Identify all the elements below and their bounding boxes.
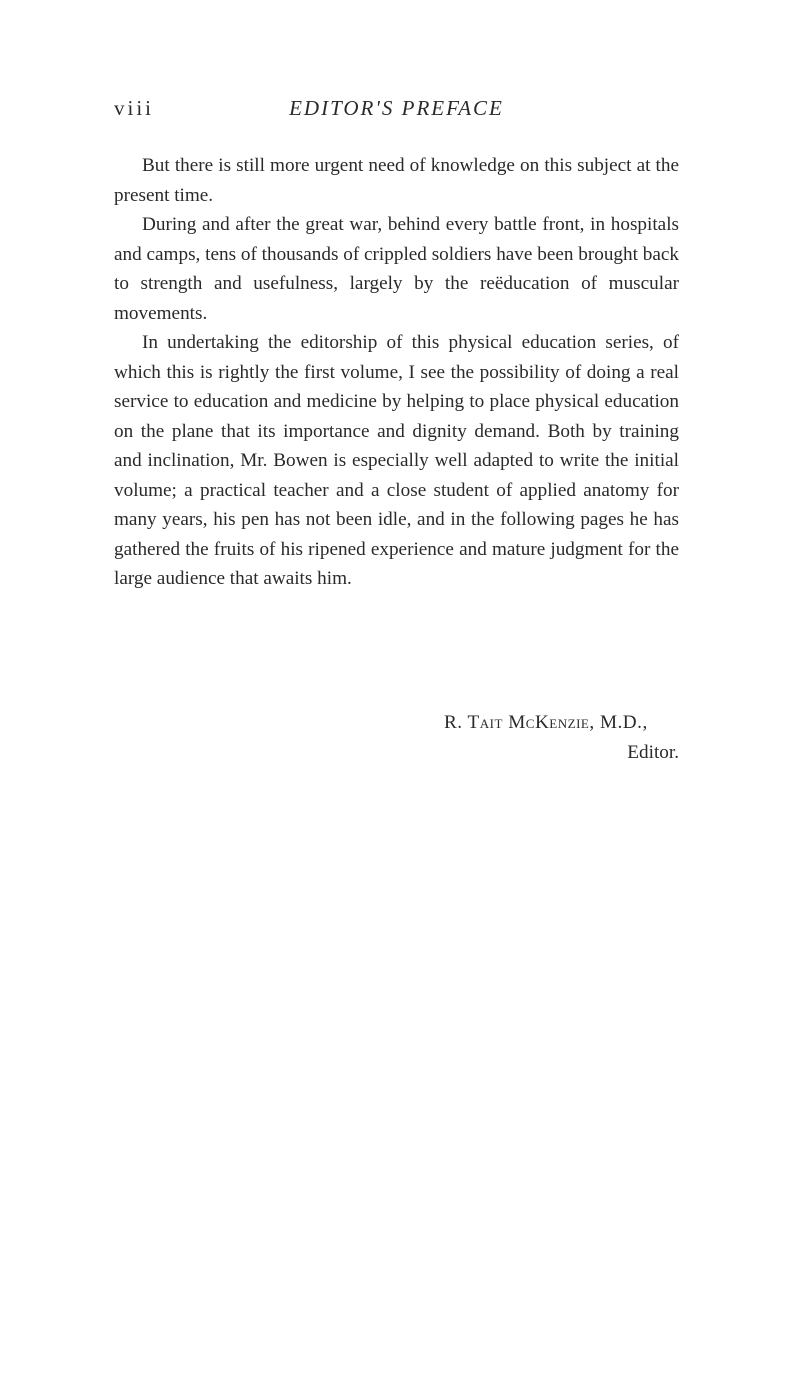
page-header — [114, 96, 679, 126]
signature-title: Editor. — [627, 741, 679, 763]
running-title: EDITOR'S PREFACE — [289, 96, 504, 120]
paragraph: But there is still more urgent need of knowledge on this subject at the present time. — [114, 155, 679, 206]
paragraph: In undertaking the editorship of this physical education series, of which this is rightly the first volume, I see the possibility of doing a real service to education and medicine by helping to place physical education on the plane that its importance and dignity demand. Both by training and inclination, Mr. Bowen is especially well adapted to write the initial volume; a practical teacher and a close student of applied anatomy for many years, his pen has not been idle, and in the following pages he has gathered the fruits of his ripened experience and mature judgment for the large audience that awaits him. — [114, 332, 679, 589]
preface-body — [114, 151, 679, 594]
paragraph: During and after the great war, behind every battle front, in hospitals and camps, tens of thousands of crippled soldiers have been brought back to strength and usefulness, largely by the reëducation of muscular movements. — [114, 214, 679, 324]
signature-name: R. Tait McKenzie, M.D., — [444, 712, 648, 733]
page-number: viii — [114, 96, 155, 120]
signature-block — [114, 708, 679, 767]
